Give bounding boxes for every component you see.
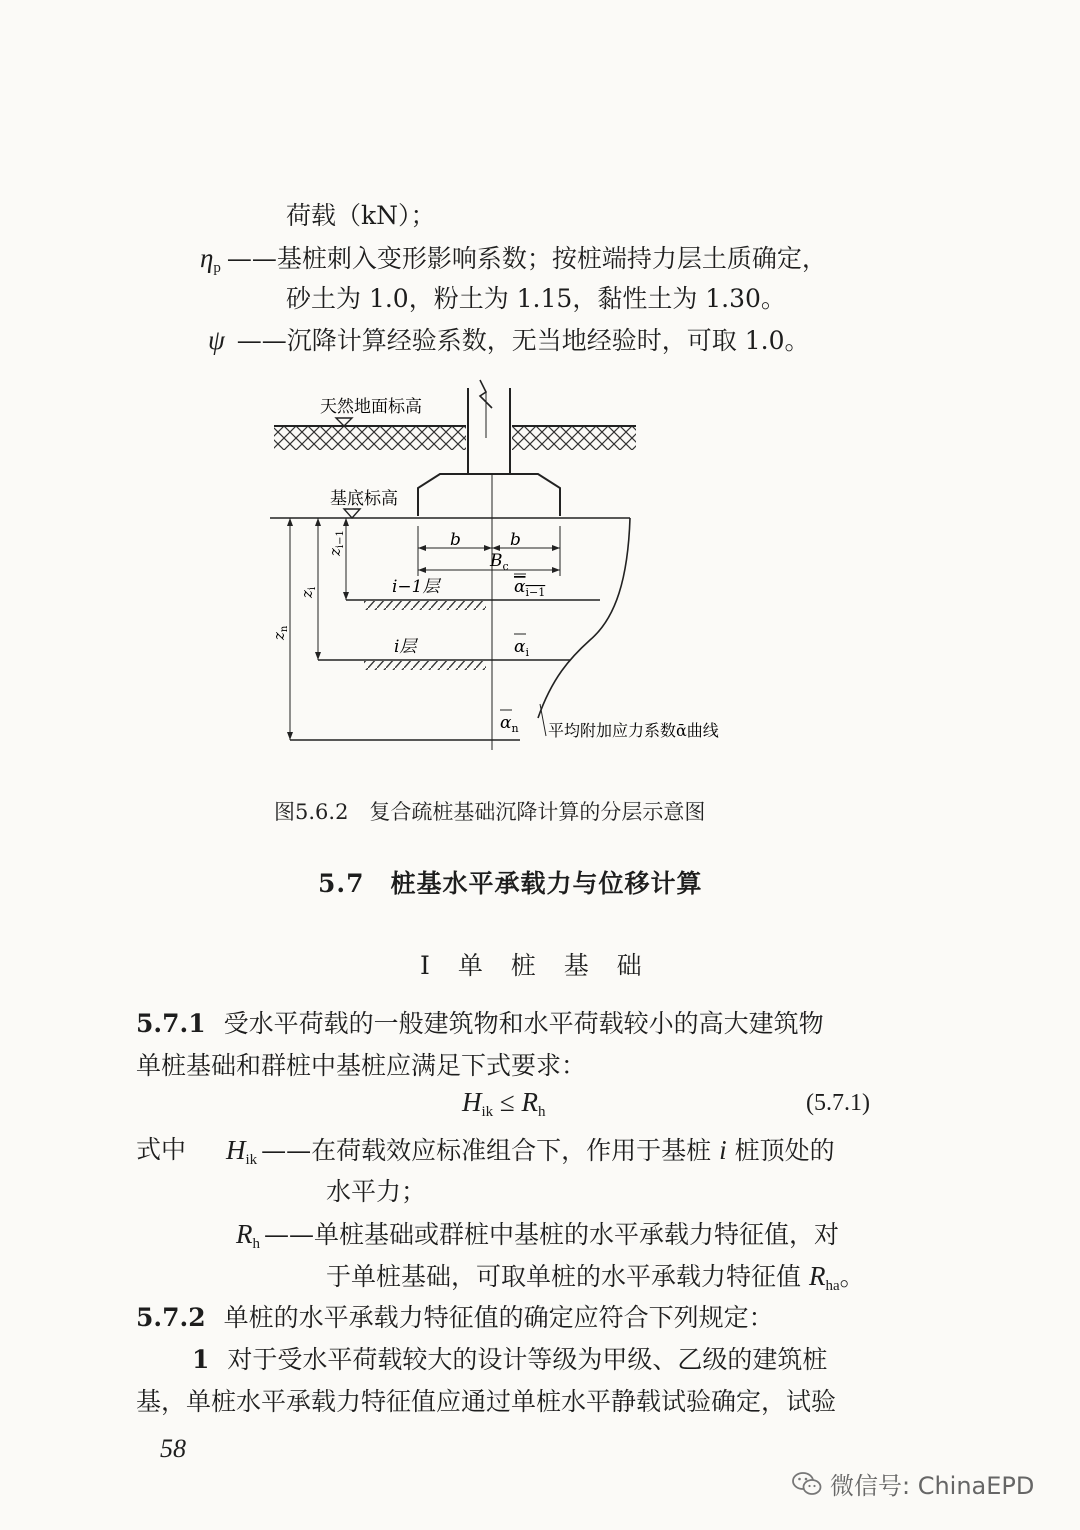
label-layer-i: i层 [394, 637, 417, 657]
label-Bc: $B_c$ [490, 551, 509, 573]
def-H: $H_{ik}$ ——在荷载效应标准组合下，作用于基桩 i 桩顶处的 [226, 1135, 835, 1168]
label-b-right: b [510, 530, 521, 550]
def-eta-line2: 砂土为 1.0，粉土为 1.15，黏性土为 1.30。 [286, 284, 786, 313]
clause-571-line1: 5.7.1 受水平荷载的一般建筑物和水平荷载较小的高大建筑物 [136, 1009, 824, 1038]
pile-cap [418, 474, 560, 516]
section-subtitle: Ⅰ 单 桩 基 础 [420, 951, 652, 980]
layer-i-hatch [364, 661, 486, 670]
watermark: 微信号: ChinaEPD [792, 1466, 1034, 1501]
clause-571-number: 5.7.1 [136, 1009, 206, 1038]
label-alpha-n: $\alpha_n$ [500, 713, 519, 735]
label-ground: 天然地面标高 [320, 397, 422, 417]
page-number: 58 [160, 1434, 186, 1463]
figure-caption: 图5.6.2 复合疏桩基础沉降计算的分层示意图 [274, 800, 706, 824]
label-z-prev: $z_{i-1}$ [326, 530, 346, 556]
clause-572-line1: 5.7.2 单桩的水平承载力特征值的确定应符合下列规定： [136, 1303, 774, 1332]
clause-572-number: 5.7.2 [136, 1303, 206, 1332]
ground-level-marker [336, 418, 352, 426]
label-layer-prev: i−1层 [392, 577, 440, 597]
def-R-line2: 于单桩基础，可取单桩的水平承载力特征值 $R_{ha}$。 [326, 1261, 865, 1294]
label-alpha-i: $\alpha_i$ [514, 637, 530, 659]
label-base: 基底标高 [330, 489, 398, 509]
clause-571-line2: 单桩基础和群桩中基桩应满足下式要求： [136, 1051, 587, 1080]
def-psi: ψ ——沉降计算经验系数，无当地经验时，可取 1.0。 [208, 325, 810, 355]
ground-hatch-left [274, 426, 466, 450]
label-curve: 平均附加应力系数ᾱ曲线 [548, 721, 719, 740]
def-H-line2: 水平力； [326, 1177, 427, 1206]
def-load-line: 荷载（kN）； [286, 201, 436, 230]
clause-572-item1-line1: 1 对于受水平荷载较大的设计等级为甲级、乙级的建筑桩 [192, 1345, 828, 1374]
settlement-layer-diagram [260, 378, 780, 778]
def-R: $R_h$ ——单桩基础或群桩中基桩的水平承载力特征值，对 [236, 1219, 840, 1252]
H-symbol: $H_{ik}$ [226, 1135, 258, 1168]
clause-572-item1-line2: 基，单桩水平承载力特征值应通过单桩水平静载试验确定，试验 [136, 1387, 837, 1416]
psi-symbol: ψ [208, 325, 225, 355]
section-title: 5.7 桩基水平承载力与位移计算 [318, 869, 703, 898]
label-alpha-prev: $\alpha_{i-1}$ [514, 577, 546, 599]
base-level-marker [344, 509, 360, 518]
item-number: 1 [192, 1345, 210, 1374]
curve-leader [540, 704, 546, 736]
layer-prev-hatch [364, 601, 486, 610]
eta-symbol: $\eta_p$ [200, 243, 221, 276]
label-z-i: $z_i$ [298, 586, 318, 598]
equation-571: $H_{ik} \le R_h$ [462, 1087, 546, 1120]
def-eta: $\eta_p$ ——基桩刺入变形影响系数；按桩端持力层土质确定， [200, 243, 827, 276]
R-symbol: $R_h$ [236, 1219, 260, 1252]
wechat-icon [792, 1471, 822, 1497]
label-b-left: b [450, 530, 461, 550]
equation-number: (5.7.1) [806, 1090, 870, 1116]
ground-hatch-right [512, 426, 636, 450]
label-z-n: $z_n$ [270, 625, 290, 640]
where-label: 式中 [136, 1135, 187, 1164]
